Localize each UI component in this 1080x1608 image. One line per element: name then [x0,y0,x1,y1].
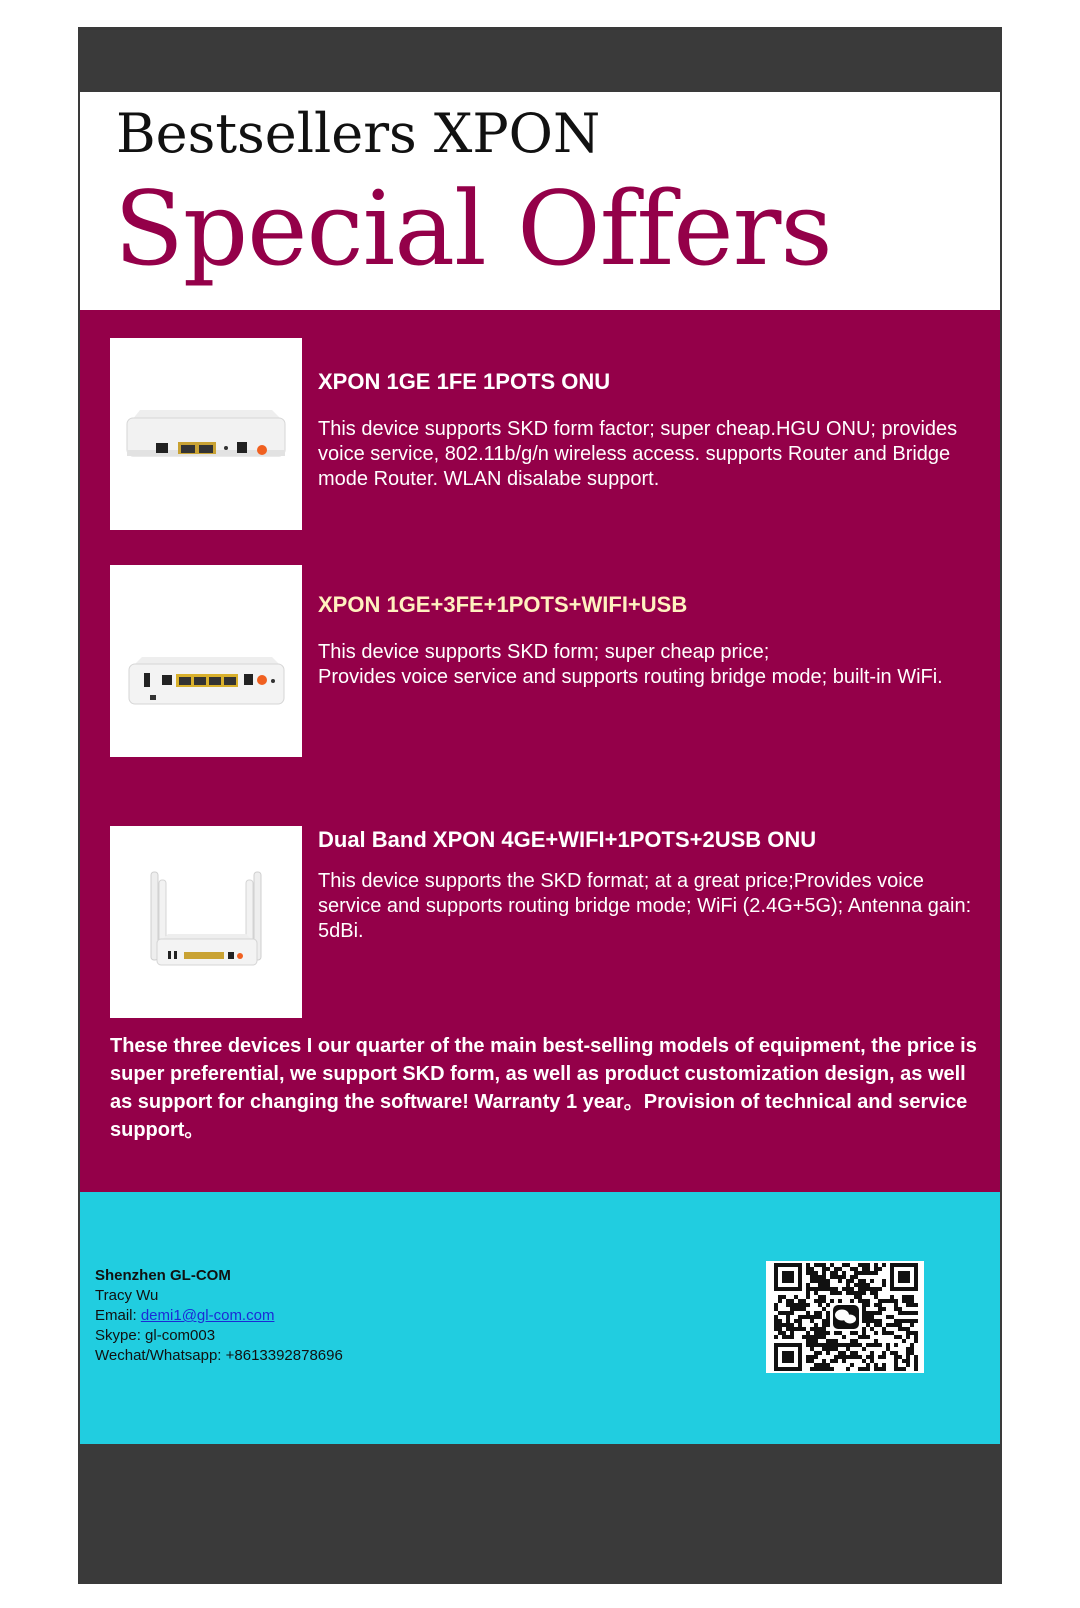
email-label: Email: [95,1307,141,1324]
onu-device-icon [110,338,302,530]
product-description: This device supports SKD form factor; super cheap.HGU ONU; provides voice service, 802.11b/g/n wireless access. supports Router and Bridge mode Router. WLAN disalabe support. [318,418,958,490]
header-pretitle: Bestsellers XPON [116,102,601,165]
contact-person: Tracy Wu [95,1287,159,1304]
contact-section [80,1192,1000,1444]
dual-antenna-router-icon [110,826,302,1018]
contact-info [95,1266,343,1366]
contact-skype: Skype: gl-com003 [95,1327,216,1344]
offer-header [80,92,1000,310]
description-line: Provides voice service and supports routing bridge mode; built-in WiFi. [318,666,943,688]
description-line: This device supports SKD form; super cheap price; [318,641,770,663]
email-link[interactable]: demi1@gl-com.com [140,1307,275,1324]
offer-summary: These three devices I our quarter of the main best-selling models of equipment, the price is super preferential, we support SKD form, as well as product customization design, as well as support for changing the software! Warranty 1 year。Provision of technical and service support。 [110,1035,977,1141]
onu-device-icon [110,565,302,757]
product-name: Dual Band XPON 4GE+WIFI+1POTS+2USB ONU [318,827,817,852]
product-description [318,640,978,690]
product-list [80,310,1000,1192]
contact-email [95,1306,343,1326]
product-name: XPON 1GE 1FE 1POTS ONU [318,369,611,394]
page-title: Special Offers [114,170,832,289]
product-description: This device supports the SKD format; at a great price;Provides voice service and supports routing bridge mode; WiFi (2.4G+5G); Antenna gain: 5dBi. [318,870,972,942]
product-name: XPON 1GE+3FE+1POTS+WIFI+USB [318,592,688,617]
wechat-qr-code-icon [766,1261,924,1373]
contact-wechat: Wechat/Whatsapp: +8613392878696 [95,1347,343,1364]
company-name: Shenzhen GL-COM [95,1267,231,1284]
